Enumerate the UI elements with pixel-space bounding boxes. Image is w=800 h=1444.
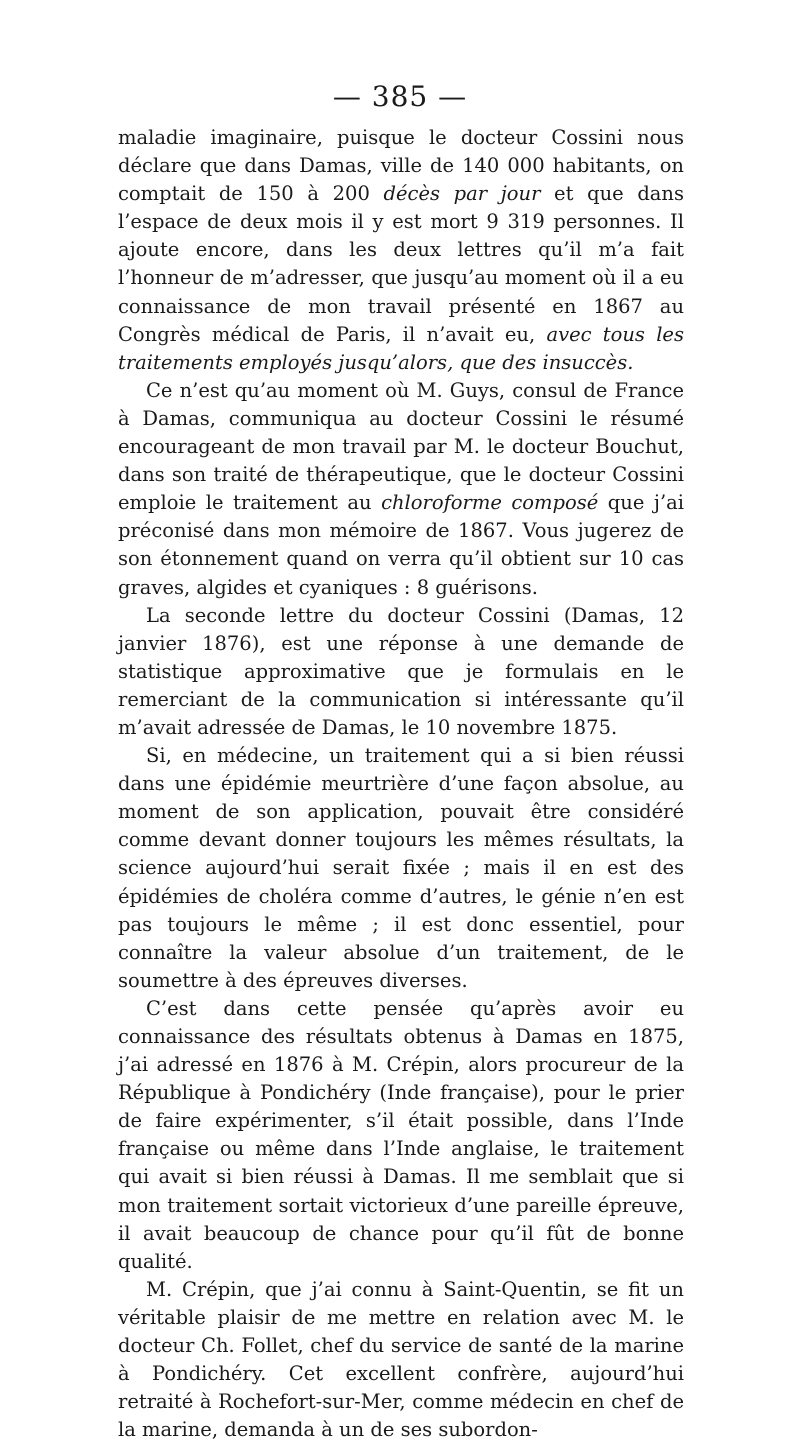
paragraph: [118, 602, 684, 742]
text-segment: Si, en médecine, un traitement qui a si bien réussi dans une épidémie meurtrière d’une façon absolue, au moment de son application, pouvait être considéré comme devant donner toujours les mêmes résultats, la science aujourd’hui serait fixée ; mais il en est des épidémies de choléra comme d’autres, le génie n’en est pas toujours le même ; il est donc essentiel, pour connaître la valeur absolue d’un traitement, de le soumettre à des épreuves diverses.: [118, 744, 684, 992]
italic-text: avec tous les traitements employés jusqu’alors, que des insuccès.: [118, 322, 684, 374]
italic-text: chloroforme composé: [381, 491, 599, 515]
paragraph: [118, 1276, 684, 1444]
paragraph: [118, 124, 684, 377]
text-segment: La seconde lettre du docteur Cossini (Damas, 12 janvier 1876), est une réponse à une demande de statistique approximative que je formulais en le remerciant de la communication si intéressante qu’il m’avait adressée de Damas, le 10 novembre 1875.: [118, 603, 684, 739]
italic-text: décès par jour: [383, 182, 541, 206]
text-segment: et que dans l’espace de deux mois il y est mort 9 319 personnes. Il ajoute encore, dans les deux lettres qu’il m’a fait l’honneur de m’adresser, que jusqu’au moment où il a eu connaissance de mon travail présenté en 1867 au Congrès médical de Paris, il n’avait eu,: [118, 182, 684, 346]
text-segment: C’est dans cette pensée qu’après avoir eu connaissance des résultats obtenus à Damas en 1875, j’ai adressé en 1876 à M. Crépin, alors procureur de la République à Pondichéry (Inde française), pour le prier de faire expérimenter, s’il était possible, dans l’Inde française ou même dans l’Inde anglaise, le traitement qui avait si bien réussi à Damas. Il me semblait que si mon traitement sortait victorieux d’une pareille épreuve, il avait beaucoup de chance pour qu’il fût de bonne qualité.: [118, 996, 684, 1273]
page-number: — 385 —: [332, 80, 468, 113]
text-segment: Ce n’est qu’au moment où M. Guys, consul de France à Damas, communiqua au docteur Cossini le résumé encourageant de mon travail par M. le docteur Bouchut, dans son traité de thérapeutique, que le docteur Cossini emploie le traitement au: [118, 378, 684, 515]
paragraph: [118, 377, 684, 602]
body-text: [118, 124, 684, 1444]
paragraph: [118, 742, 684, 995]
text-segment: que j’ai préconisé dans mon mémoire de 1867. Vous jugerez de son étonnement quand on verra qu’il obtient sur 10 cas graves, algides et cyaniques : 8 guérisons.: [118, 491, 685, 599]
text-segment: maladie imaginaire, puisque le docteur Cossini nous déclare que dans Damas, ville de 140 000 habitants, on comptait de 150 à 200: [118, 126, 684, 206]
paragraph: [118, 995, 684, 1276]
text-segment: M. Crépin, que j’ai connu à Saint-Quentin, se fit un véritable plaisir de me mettre en relation avec M. le docteur Ch. Follet, chef du service de santé de la marine à Pondichéry. Cet excellent confrère, aujourd’hui retraité à Rochefort-sur-Mer, comme médecin en chef de la marine, demanda à un de ses subordon-: [118, 1277, 684, 1442]
